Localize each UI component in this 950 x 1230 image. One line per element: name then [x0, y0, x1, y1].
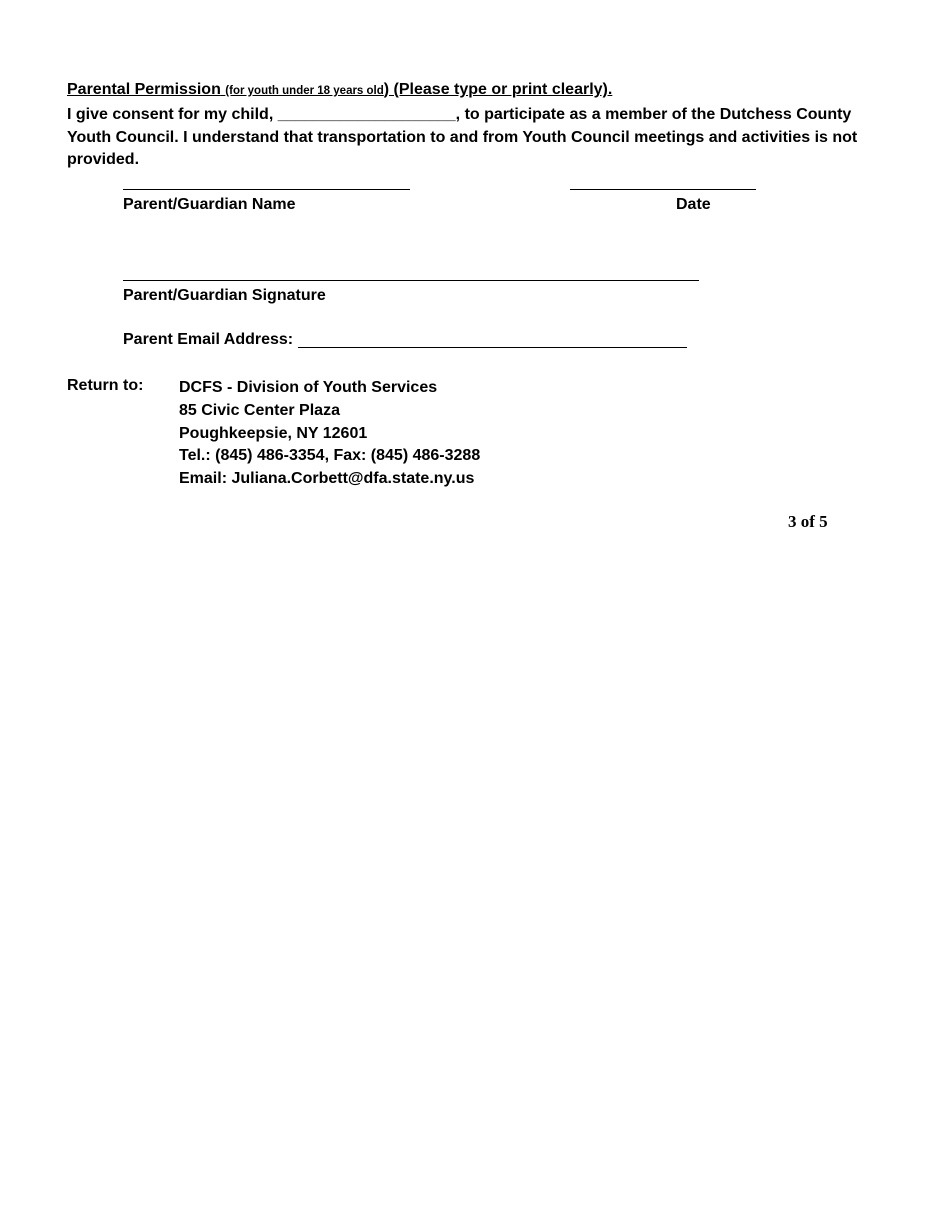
address-line-phone: Tel.: (845) 486-3354, Fax: (845) 486-3288	[179, 447, 481, 465]
heading-title: Parental Permission	[67, 81, 221, 98]
return-to-label: Return to:	[67, 377, 144, 394]
page-number: 3 of 5	[788, 512, 828, 531]
return-address	[179, 377, 480, 491]
section-heading	[67, 81, 612, 99]
heading-instruction: ) (Please type or print clearly).	[383, 81, 613, 98]
parent-name-line[interactable]	[123, 189, 410, 190]
signature-line[interactable]	[123, 280, 699, 281]
email-line[interactable]	[298, 347, 687, 348]
parent-name-label: Parent/Guardian Name	[123, 196, 296, 213]
address-line-city: Poughkeepsie, NY 12601	[179, 424, 368, 442]
heading-note: (for youth under 18 years old	[225, 85, 384, 97]
signature-label: Parent/Guardian Signature	[123, 287, 326, 304]
address-line-org: DCFS - Division of Youth Services	[179, 379, 438, 396]
address-line-street: 85 Civic Center Plaza	[179, 401, 340, 419]
email-label: Parent Email Address:	[123, 331, 294, 348]
consent-paragraph: I give consent for my child, ____________________, to participate as a member of the Dutchess County Youth Council. I understand that transportation to and from Youth Council meetings and activities is not provided.	[67, 106, 858, 168]
date-line[interactable]	[570, 189, 756, 190]
address-line-email: Email: Juliana.Corbett@dfa.state.ny.us	[179, 470, 475, 488]
date-label: Date	[676, 196, 711, 213]
